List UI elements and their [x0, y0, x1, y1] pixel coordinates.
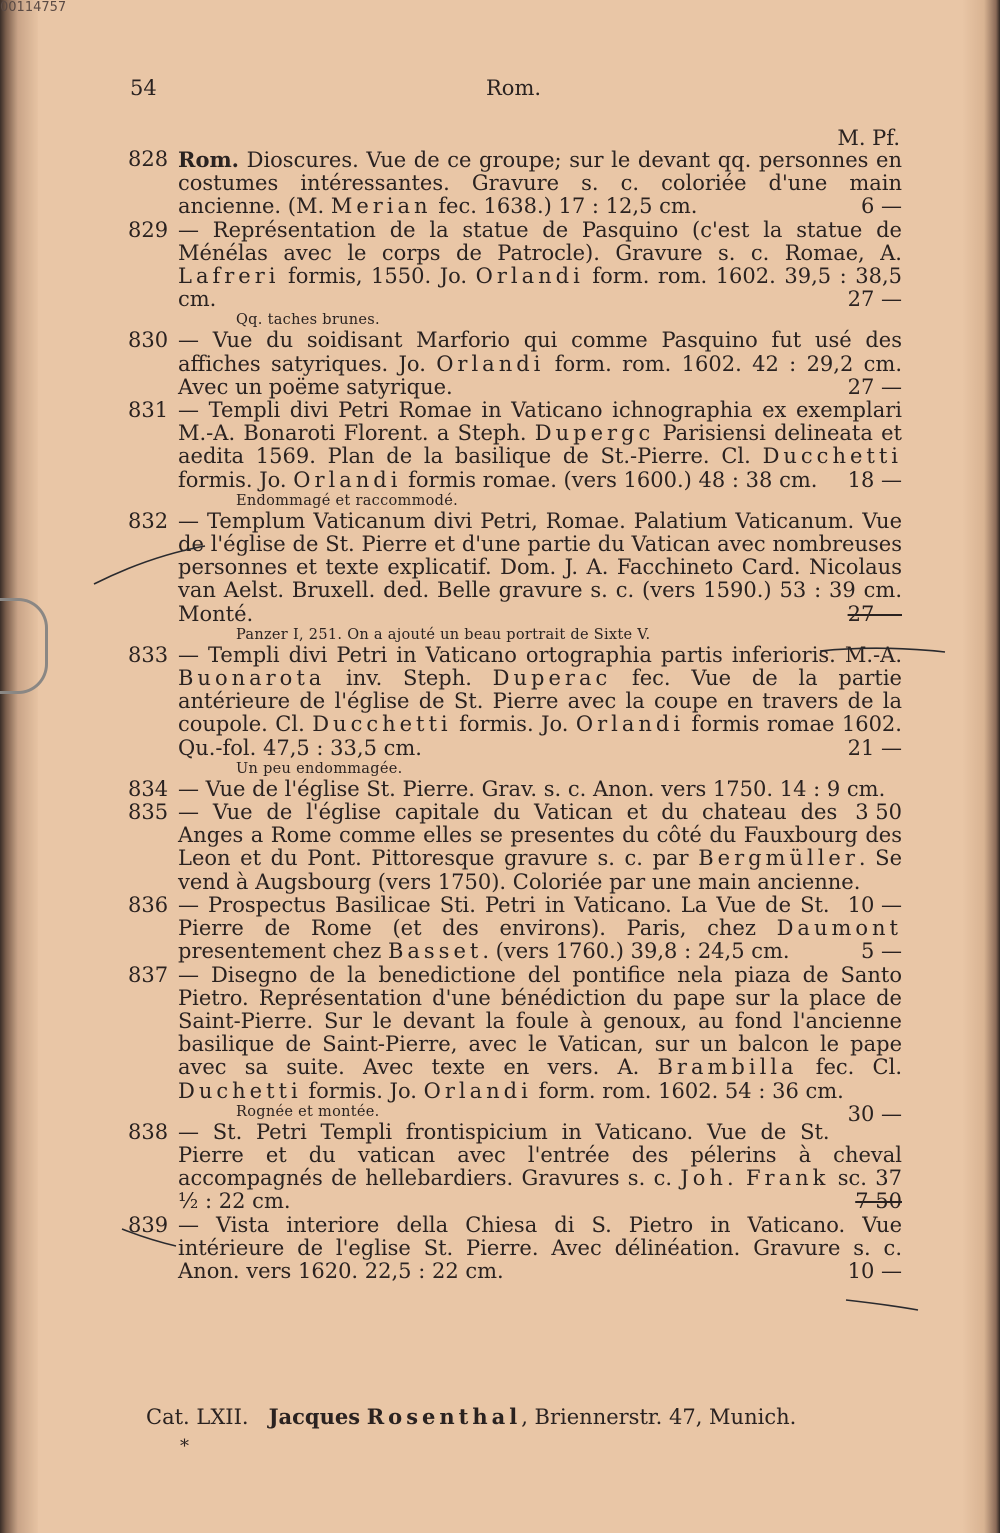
entry-price: 5 —: [860, 939, 902, 964]
entry-number: 829: [128, 217, 169, 242]
catalog-footer: [146, 1404, 796, 1429]
entry-note: Rognée et montée.: [236, 1103, 380, 1120]
entry-number: 828: [128, 147, 169, 171]
entry-839: 839 — Vista interiore della Chiesa di S. Pietro in Vaticano. Vue intérieure de l'eglise St. Pierre. Avec délinéation. Gravure s. c. Anon. vers 1620. 22,5 : 22 cm. 10 —: [128, 1212, 902, 1283]
entry-number: 837: [128, 962, 169, 987]
entry-price: 27 —: [847, 374, 902, 399]
entry-note: Endommagé et raccommodé.: [236, 492, 459, 509]
entry-837: 837 — Disegno de la benedictione del pontifice nela piaza de Santo Pietro. Représentation d'une bénédiction du pape sur la place de Saint-Pierre. Sur le devant la foule à genoux, au fond l'ancienne basilique de Saint-Pierre, avec le Vatican, sur un balcon le pape avec sa suite. Avec texte en vers. A. Brambilla fec. Cl. Duchetti formis. Jo. Orlandi form. rom. 1602. 54 : 36 cm. 30 —: [128, 962, 902, 1126]
scan-mark: 00114757: [0, 0, 67, 15]
page-number: 54: [130, 76, 157, 100]
paper-clip: [0, 598, 48, 694]
entry-833: 833 — Templi divi Petri in Vaticano ortographia partis inferioris. M.-A. Buonarota inv. Steph. Duperac fec. Vue de la partie antérieure de l'église de St. Pierre avec la coupe en travers de la coupole. Cl. Ducchetti formis. Jo. Orlandi formis romae 1602. Qu.-fol. 47,5 : 33,5 cm. 21 —: [128, 642, 902, 760]
entry-832: 832 — Templum Vaticanum divi Petri, Romae. Palatium Vaticanum. Vue de l'église de St. Pierre et d'une partie du Vatican avec nombreuses personnes et texte explicatif. Dom. J. A. Facchineto Card. Nicolaus van Aelst. Bruxell. ded. Belle gravure s. c. (vers 1590.) 53 : 39 cm. Monté. 27 —: [128, 508, 902, 626]
dealer-surname: Rosenthal: [366, 1404, 522, 1429]
entry-number: 835: [128, 800, 169, 825]
entry-price: 10 —: [847, 1258, 902, 1283]
entry-price: 30 —: [847, 1101, 902, 1126]
entry-number: 831: [128, 398, 169, 423]
entry-835: 835 — Vue de l'église capitale du Vatican et du chateau des Anges a Rome comme elles se presentes du côté du Fauxbourg des Leon et du Pont. Pittoresque gravure s. c. par Bergmüller. Se vend à Augsbourg (vers 1750). Coloriée par une main ancienne. 10 —: [128, 800, 902, 917]
entry-price: 7 50: [855, 1189, 902, 1214]
entry-number: 833: [128, 642, 169, 667]
entry-number: 834: [128, 776, 169, 801]
page-title: Rom.: [486, 76, 542, 100]
book-gutter: [0, 0, 38, 1533]
entry-number: 830: [128, 328, 169, 353]
entry-price: 10 —: [847, 892, 902, 917]
entry-number: 839: [128, 1212, 169, 1237]
entry-keyword: Rom.: [178, 147, 239, 172]
running-header: [130, 76, 900, 104]
entry-price: 27 —: [847, 287, 902, 312]
entry-price: 3 50: [855, 800, 902, 825]
currency-header: M. Pf.: [837, 126, 900, 150]
entry-828: 828 Rom. Dioscures. Vue de ce groupe; sur le devant qq. personnes en costumes intéressantes. Gravure s. c. coloriée d'une main ancienne. (M. Merian fec. 1638.) 17 : 12,5 cm. 6 —: [128, 147, 902, 219]
dealer-address: , Briennerstr. 47, Munich.: [521, 1405, 797, 1429]
dealer-firstname: Jacques: [268, 1404, 361, 1429]
entry-price: 27 —: [847, 601, 902, 626]
entry-831: 831 — Templi divi Petri Romae in Vaticano ichnographia ex exemplari M.-A. Bonaroti Florent. a Steph. Dupergc Parisiensi delineata et aedita 1569. Plan de la basilique de St.-Pierre. Cl. Ducchetti formis. Jo. Orlandi formis romae. (vers 1600.) 48 : 38 cm. 18 —: [128, 398, 902, 492]
entry-number: 838: [128, 1119, 169, 1144]
entries-list: [128, 148, 902, 1283]
entry-note: Un peu endommagée.: [236, 760, 403, 777]
page-edge: [962, 0, 1000, 1533]
signature-mark: *: [180, 1436, 189, 1457]
entry-836: 836 — Prospectus Basilicae Sti. Petri in Vaticano. La Vue de St. Pierre de Rome (et des environs). Paris, chez Daumont presentement chez Basset. (vers 1760.) 39,8 : 24,5 cm. 5 —: [128, 892, 902, 964]
entry-price: 21 —: [847, 735, 902, 760]
entry-number: 836: [128, 892, 169, 917]
entry-834: 834 — Vue de l'église St. Pierre. Grav. s. c. Anon. vers 1750. 14 : 9 cm. 3 50: [128, 776, 902, 825]
entry-price: 6 —: [860, 194, 902, 219]
entry-price: 18 —: [847, 467, 902, 492]
catalog-number: Cat. LXII.: [146, 1405, 249, 1429]
entry-note: Qq. taches brunes.: [236, 312, 380, 329]
entry-830: 830 — Vue du soidisant Marforio qui comme Pasquino fut usé des affiches satyriques. Jo. Orlandi form. rom. 1602. 42 : 29,2 cm. Avec un poëme satyrique. 27 —: [128, 328, 903, 399]
entry-number: 832: [128, 508, 169, 533]
entry-838: 838 — St. Petri Templi frontispicium in Vaticano. Vue de St. Pierre et du vatican avec l'entrée des pélerins à cheval accompagnés de hellebardiers. Gravures s. c. Joh. Frank sc. 37 ½ : 22 cm. 7 50: [128, 1119, 902, 1214]
entry-829: 829 — Représentation de la statue de Pasquino (c'est la statue de Ménélas avec le corps de Patrocle). Gravure s. c. Romae, A. Lafreri formis, 1550. Jo. Orlandi form. rom. 1602. 39,5 : 38,5 cm. 27 —: [128, 217, 902, 312]
entry-note: Panzer I, 251. On a ajouté un beau portrait de Sixte V.: [236, 626, 651, 643]
